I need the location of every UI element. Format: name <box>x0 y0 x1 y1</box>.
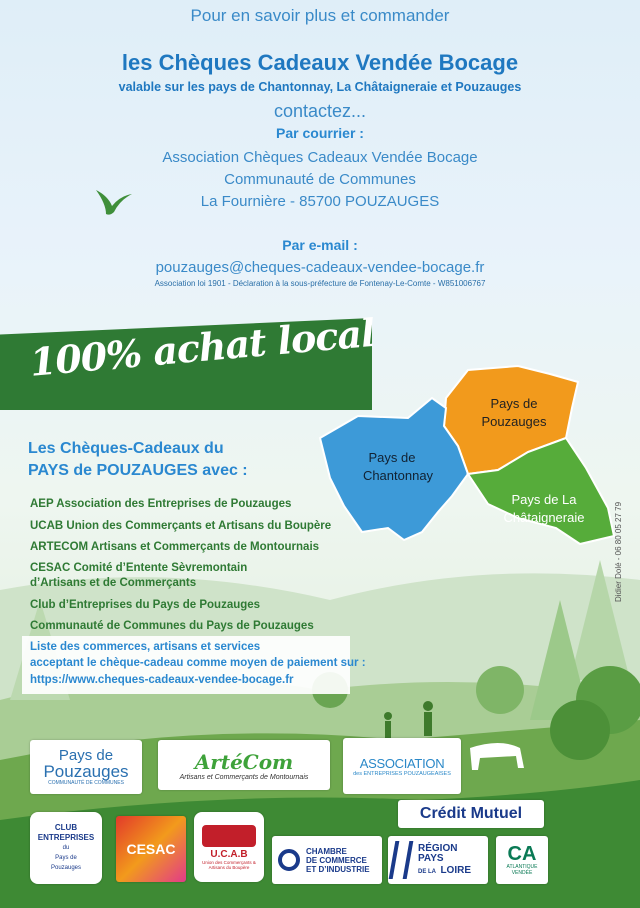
legal-text: Association loi 1901 - Déclaration à la sous-préfecture de Fontenay-Le-Comte - W851006767 <box>154 279 486 288</box>
website-link[interactable]: https://www.cheques-cadeaux-vendee-bocage.fr <box>30 674 294 686</box>
associations-title: Les Chèques-Cadeaux du <box>28 440 224 457</box>
intro-text: Pour en savoir plus et commander <box>190 6 450 25</box>
photo-credit: Didier Dolé - 06 80 05 27 79 <box>614 501 623 602</box>
list-text: Liste des commerces, artisans et services <box>30 641 261 653</box>
association-item: d’Artisans et de Commerçants <box>30 577 197 589</box>
address-line: Communauté de Communes <box>224 171 416 188</box>
logo-club-entreprises: CLUB ENTREPRISES du Pays de Pouzauges <box>30 812 102 884</box>
page-title: les Chèques Cadeaux Vendée Bocage <box>121 50 519 75</box>
association-item: AEP Association des Entreprises de Pouzauges <box>30 498 292 510</box>
address-line: La Fournière - 85700 POUZAUGES <box>200 193 440 210</box>
logo-artecom: ArtéCom Artisans et Commerçants de Montournais <box>158 740 330 790</box>
contact-text: contactez... <box>273 101 367 121</box>
logo-credit-agricole: CA ATLANTIQUE VENDÉE <box>496 836 548 884</box>
map-label-chataigneraie: Pays de La <box>511 492 577 507</box>
email-heading: Par e-mail : <box>282 237 358 253</box>
map-label-chantonnay: Chantonnay <box>362 468 434 483</box>
association-item: Club d’Entreprises du Pays de Pouzauges <box>30 599 261 611</box>
logo-ucab: U.C.A.B Union des Commerçants & Artisans du Boupère <box>194 812 264 882</box>
email-link[interactable]: pouzauges@cheques-cadeaux-vendee-bocage.fr <box>155 259 485 276</box>
list-text: acceptant le chèque-cadeau comme moyen de paiement sur : <box>30 657 366 669</box>
map-label-chantonnay: Pays de <box>368 450 416 465</box>
cci-icon <box>278 849 300 871</box>
map-label-pouzauges: Pays de <box>490 396 538 411</box>
mail-heading: Par courrier : <box>276 125 364 141</box>
logo-cci: CHAMBRE DE COMMERCE ET D’INDUSTRIE <box>272 836 382 884</box>
logo-credit-mutuel: Crédit Mutuel <box>398 800 544 828</box>
association-item: Communauté de Communes du Pays de Pouzauges <box>30 620 314 632</box>
logo-pays-pouzauges: Pays de Pouzauges COMMUNAUTÉ DE COMMUNES <box>30 740 142 794</box>
association-item: ARTECOM Artisans et Commerçants de Montournais <box>30 541 320 553</box>
banner-text: 100% achat local <box>28 309 377 385</box>
logo-region-pays-loire: RÉGION PAYS DE LA LOIRE <box>388 836 488 884</box>
associations-title: PAYS de POUZAUGES avec : <box>28 462 248 479</box>
logo-association-entreprises: ASSOCIATION des ENTREPRISES POUZAUGEAISES <box>343 738 461 794</box>
map-label-pouzauges: Pouzauges <box>481 414 547 429</box>
region-map <box>318 356 618 546</box>
association-item: UCAB Union des Commerçants et Artisans du Boupère <box>30 520 332 532</box>
address-line: Association Chèques Cadeaux Vendée Bocage <box>162 149 478 166</box>
map-label-chataigneraie: Châtaigneraie <box>503 510 585 525</box>
validity-text: valable sur les pays de Chantonnay, La Châtaigneraie et Pouzauges <box>118 80 522 94</box>
association-item: CESAC Comité d’Entente Sèvremontain <box>30 562 248 574</box>
logo-cesac: CESAC <box>116 816 186 882</box>
